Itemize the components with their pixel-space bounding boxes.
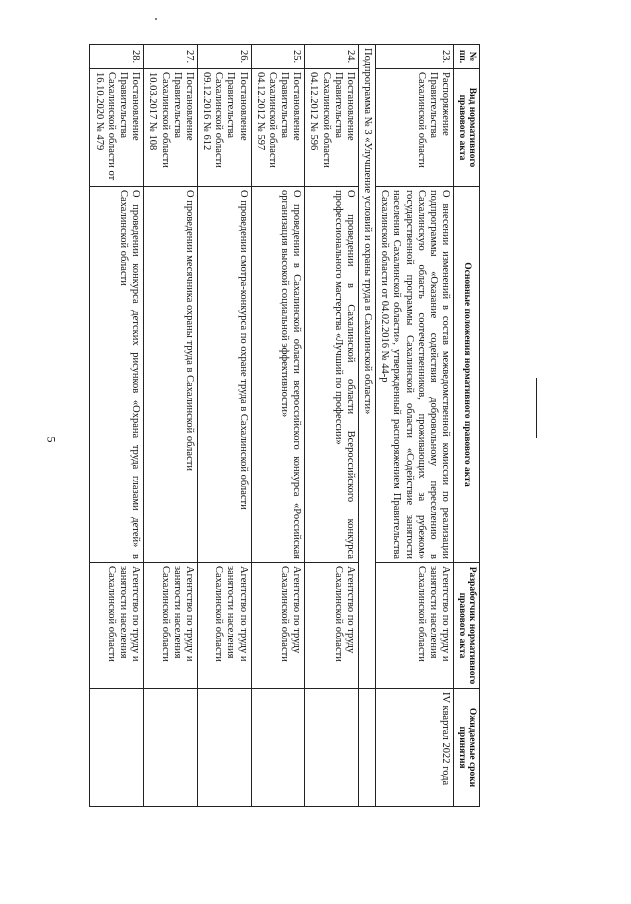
row-main: О проведении смотра-конкурса по охране труда в Сахалинской области (197, 187, 251, 563)
row-developer: Агентство по труду и занятости населения Сахалинской области (197, 563, 251, 689)
row-main: О внесении изменений в состав межведомственной комиссии по реализации подпрограммы «Оказание содействия добровольному переселению в Сахалинскую область соотечественников, проживающих за рубежом» государственной программы Сахалинской области «Содействие занятости населения Сахалинской области», утвержденный распоряжением Правительства Сахалинской области от 04.02.2016 № 44-р (376, 187, 454, 563)
row-term (251, 689, 305, 807)
row-main: О проведении конкурса детских рисунков «Охрана труда глазами детей» в Сахалинской области (90, 187, 144, 563)
row-developer: Агентство по труду и занятости населения Сахалинской области (144, 563, 198, 689)
header-developer: Разработчик нормативного правового акта (454, 563, 480, 689)
row-developer: Агентство по труду Сахалинской области (305, 563, 359, 689)
row-type: Распоряжение Правительства Сахалинской области (376, 69, 454, 187)
header-num: № пп. (454, 45, 480, 69)
table-row (90, 45, 144, 807)
header-main: Основные положения нормативного правового акта (454, 187, 480, 563)
row-main: О проведении в Сахалинской области Всероссийского конкурса профессионального мастерства «Лучший по профессии» (305, 187, 359, 563)
row-term (144, 689, 198, 807)
row-main: О проведении в Сахалинской области всероссийского конкурса «Российская организация высокой социальной эффективности» (251, 187, 305, 563)
table-row (144, 45, 198, 807)
scan-speck (155, 18, 157, 20)
row-type: Постановление Правительства Сахалинской области 04.12.2012 № 596 (305, 69, 359, 187)
table-row (251, 45, 305, 807)
row-main: О проведении месячника охраны труда в Сахалинской области (144, 187, 198, 563)
row-num: 23. (376, 45, 454, 69)
row-type: Постановление Правительства Сахалинской области 10.03.2017 № 108 (144, 69, 198, 187)
row-type: Постановление Правительства Сахалинской области 04.12.2012 № 597 (251, 69, 305, 187)
header-term: Ожидаемые сроки принятия (454, 689, 480, 807)
row-num: 24. (305, 45, 359, 69)
row-term (90, 689, 144, 807)
document-table-container (86, 44, 480, 806)
row-developer: Агентство по труду и занятости населения Сахалинской области (376, 563, 454, 689)
row-num: 28. (90, 45, 144, 69)
header-type: Вид нормативного правового акта (454, 69, 480, 187)
subprogram-title: Подпрограмма № 3 «Улучшение условий и охраны труда в Сахалинской области» (358, 45, 375, 689)
row-num: 26. (197, 45, 251, 69)
row-term (197, 689, 251, 807)
row-num: 27. (144, 45, 198, 69)
signature-line (536, 378, 537, 438)
subprogram-row (358, 45, 375, 807)
row-developer: Агентство по труду Сахалинской области (251, 563, 305, 689)
normative-acts-table (89, 44, 480, 807)
row-num: 25. (251, 45, 305, 69)
table-row (197, 45, 251, 807)
row-term (305, 689, 359, 807)
table-row (376, 45, 454, 807)
table-row (305, 45, 359, 807)
subprogram-empty-cell (358, 689, 375, 807)
row-type: Постановление Правительства Сахалинской области 09.12.2016 № 612 (197, 69, 251, 187)
row-type: Постановление Правительства Сахалинской области от 16.10.2020 № 479 (90, 69, 144, 187)
row-developer: Агентство по труду и занятости населения Сахалинской области (90, 563, 144, 689)
row-term: IV квартал 2022 года (376, 689, 454, 807)
page-number: 5 (44, 436, 59, 443)
table-header-row (454, 45, 480, 807)
